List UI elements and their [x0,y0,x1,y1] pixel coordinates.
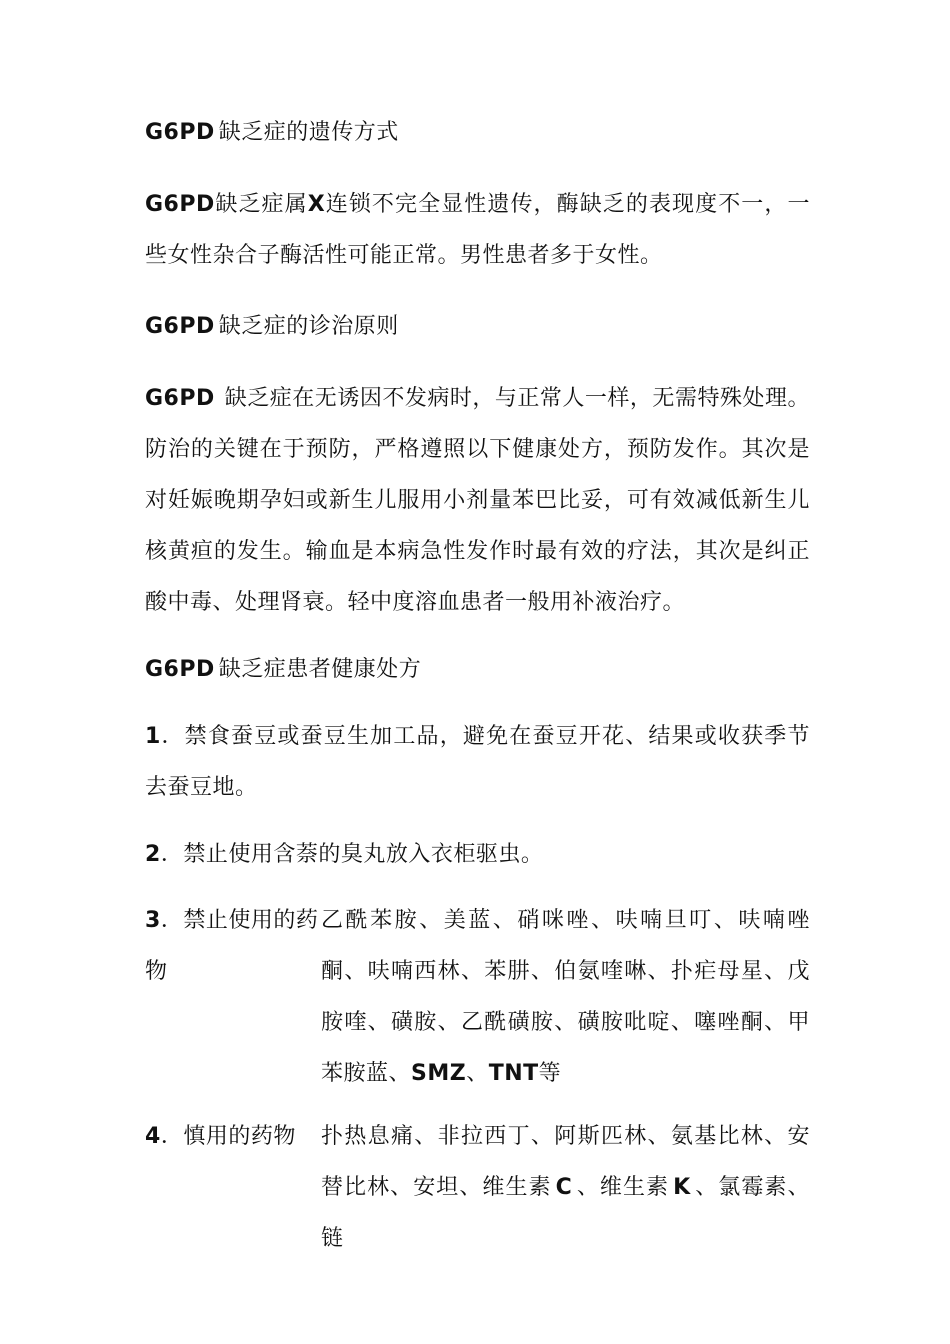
item-text: ．禁止使用含萘的臭丸放入衣柜驱虫。 [160,842,544,867]
item-number: 1 [145,724,161,749]
term-g6pd: G6PD [145,192,215,217]
heading-text: 缺乏症的遗传方式 [218,120,399,145]
separator: 、 [466,1061,489,1086]
heading-text: 缺乏症的诊治原则 [218,314,399,339]
drug-list-tail: 等 [538,1061,562,1086]
heading-text: 缺乏症患者健康处方 [218,657,422,682]
heading-bold-term: G6PD [145,314,215,339]
paragraph-text: 连锁不完全显性遗传，酶缺乏的表现度不一，一些女性杂合子酶活性可能正常。男性患者多于女性。 [145,192,810,268]
prohibited-drug-list [321,895,810,1099]
vitamin-k: K [673,1175,691,1200]
drug-smz: SMZ [411,1061,467,1086]
drug-tnt: TNT [488,1061,539,1086]
list-item-1 [145,711,810,813]
paragraph-inheritance [145,179,810,281]
drug-list-text: 扑热息痛、非拉西丁、阿斯匹林、氨基比林、安替比林、安坦、维生素 [321,1124,810,1200]
item-text: ．禁食蚕豆或蚕豆生加工品，避免在蚕豆开花、结果或收获季节去蚕豆地。 [145,724,810,800]
paragraph-text: 缺乏症属 [214,192,308,217]
drug-list-text: 、维生素 [576,1175,670,1200]
term-x: X [307,192,326,217]
list-item-2 [145,829,810,880]
heading-bold-term: G6PD [145,120,215,145]
heading-health-prescription [145,644,810,695]
item-label-text: ．禁止使用的药物 [145,908,319,984]
item-label [145,1111,321,1162]
term-g6pd: G6PD [145,386,215,411]
item-label [145,895,321,997]
item-number: 3 [145,908,161,933]
heading-inheritance [145,107,810,158]
caution-drug-list [321,1111,810,1264]
list-item-3 [145,895,810,1095]
heading-treatment [145,301,810,352]
drug-list-text: 、氯霉素、链 [321,1175,810,1251]
paragraph-treatment [145,373,810,628]
vitamin-c: C [555,1175,573,1200]
heading-bold-term: G6PD [145,657,215,682]
drug-list-text: 乙酰苯胺、美蓝、硝咪唑、呋喃旦叮、呋喃唑酮、呋喃西林、苯肼、伯氨喹啉、扑疟母星、戊胺喹、磺胺、乙酰磺胺、磺胺吡啶、噻唑酮、甲苯胺蓝、 [321,908,810,1086]
item-number: 4 [145,1124,161,1149]
item-number: 2 [145,842,161,867]
paragraph-text: 缺乏症在无诱因不发病时，与正常人一样，无需特殊处理。防治的关键在于预防，严格遵照以下健康处方，预防发作。其次是对妊娠晚期孕妇或新生儿服用小剂量苯巴比妥，可有效减低新生儿核黄疸的发生。输血是本病急性发作时最有效的疗法，其次是纠正酸中毒、处理肾衰。轻中度溶血患者一般用补液治疗。 [145,386,810,615]
item-label-text: ．慎用的药物 [160,1124,296,1149]
list-item-4 [145,1111,810,1251]
